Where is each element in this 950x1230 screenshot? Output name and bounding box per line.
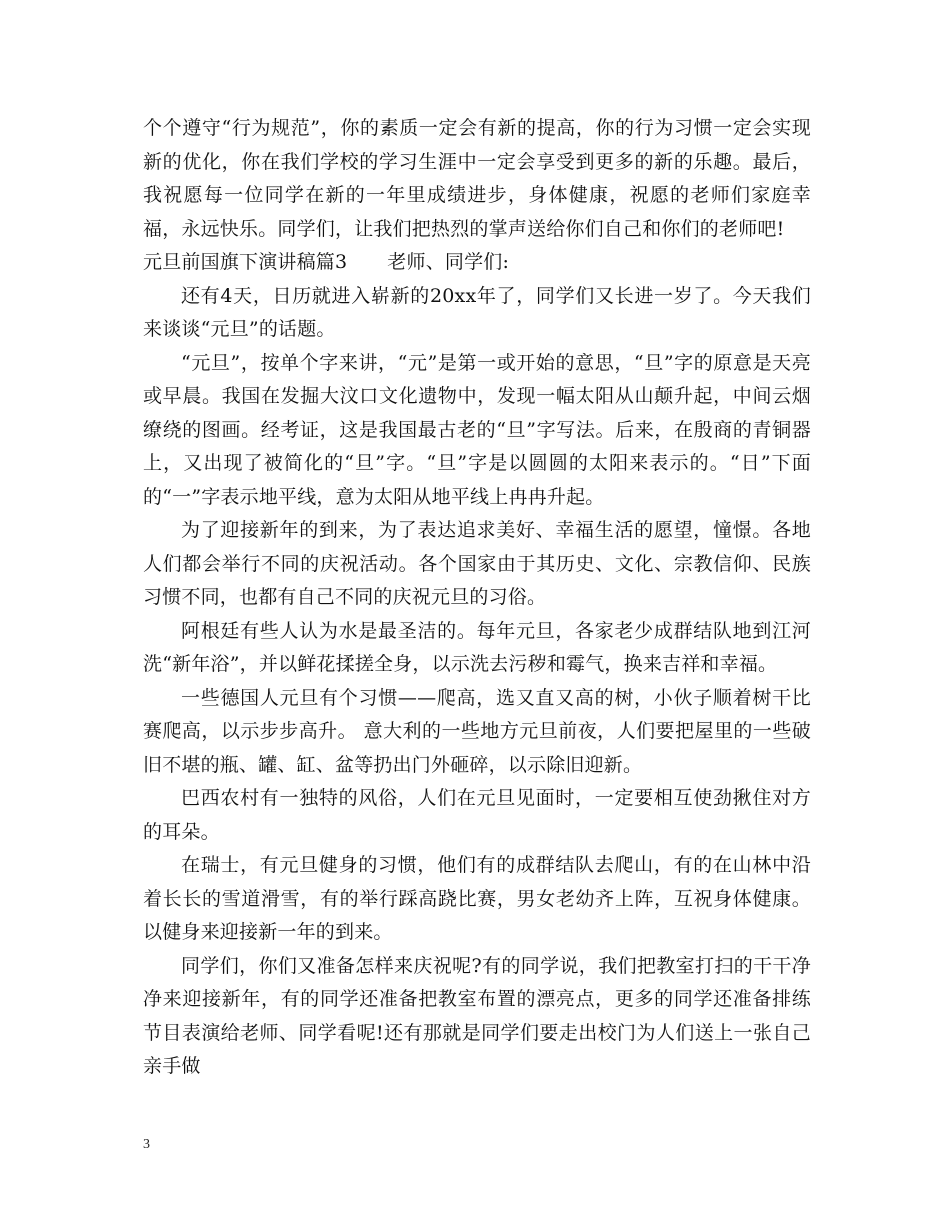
paragraph: 一些德国人元旦有个习惯——爬高，选又直又高的树，小伙子顺着树干比赛爬高，以示步步高升。 意大利的一些地方元旦前夜，人们要把屋里的一些破旧不堪的瓶、罐、缸、盆等扔出门外砸碎，以示除旧迎新。 <box>143 686 811 776</box>
paragraph: 巴西农村有一独特的风俗，人们在元旦见面时，一定要相互使劲揪住对方的耳朵。 <box>143 787 811 843</box>
paragraph: 阿根廷有些人认为水是最圣洁的。每年元旦，各家老少成群结队地到江河洗“新年浴”，并以鲜花揉搓全身，以示洗去污秽和霉气，换来吉祥和幸福。 <box>143 619 811 675</box>
paragraph: “元旦”，按单个字来讲，“元”是第一或开始的意思，“旦”字的原意是天亮或早晨。我国在发掘大汶口文化遗物中，发现一幅太阳从山颠升起，中间云烟缭绕的图画。经考证，这是我国最古老的“旦”字写法。后来，在殷商的青铜器上，又出现了被简化的“旦”字。“旦”字是以圆圆的太阳来表示的。“日”下面的“一”字表示地平线，意为太阳从地平线上冉冉升起。 <box>143 351 811 508</box>
paragraph: 为了迎接新年的到来，为了表达追求美好、幸福生活的愿望，憧憬。各地人们都会举行不同的庆祝活动。各个国家由于其历史、文化、宗教信仰、民族习惯不同，也都有自己不同的庆祝元旦的习俗。 <box>143 519 811 608</box>
section-title: 元旦前国旗下演讲稿篇3 <box>143 251 348 273</box>
document-body <box>143 112 811 1084</box>
paragraph-continued: 个个遵守“行为规范”，你的素质一定会有新的提高，你的行为习惯一定会实现新的优化，你在我们学校的学习生涯中一定会享受到更多的新的乐趣。最后，我祝愿每一位同学在新的一年里成绩进步，身体健康，祝愿的老师们家庭幸福，永远快乐。同学们，让我们把热烈的掌声送给你们自己和你们的老师吧! <box>143 117 811 240</box>
paragraph: 在瑞士，有元旦健身的习惯，他们有的成群结队去爬山，有的在山林中沿着长长的雪道滑雪，有的举行踩高跷比赛，男女老幼齐上阵，互祝身体健康。以健身来迎接新一年的到来。 <box>143 854 811 943</box>
page-number: 3 <box>143 1137 150 1152</box>
section-heading-line <box>143 246 811 280</box>
paragraph: 还有4天，日历就进入崭新的20xx年了，同学们又长进一岁了。今天我们来谈谈“元旦”的话题。 <box>143 284 811 340</box>
salutation: 老师、同学们: <box>387 251 510 273</box>
paragraph: 同学们，你们又准备怎样来庆祝呢?有的同学说，我们把教室打扫的干干净净来迎接新年，有的同学还准备把教室布置的漂亮点，更多的同学还准备排练节目表演给老师、同学看呢!还有那就是同学们要走出校门为人们送上一张自己亲手做 <box>143 954 811 1077</box>
